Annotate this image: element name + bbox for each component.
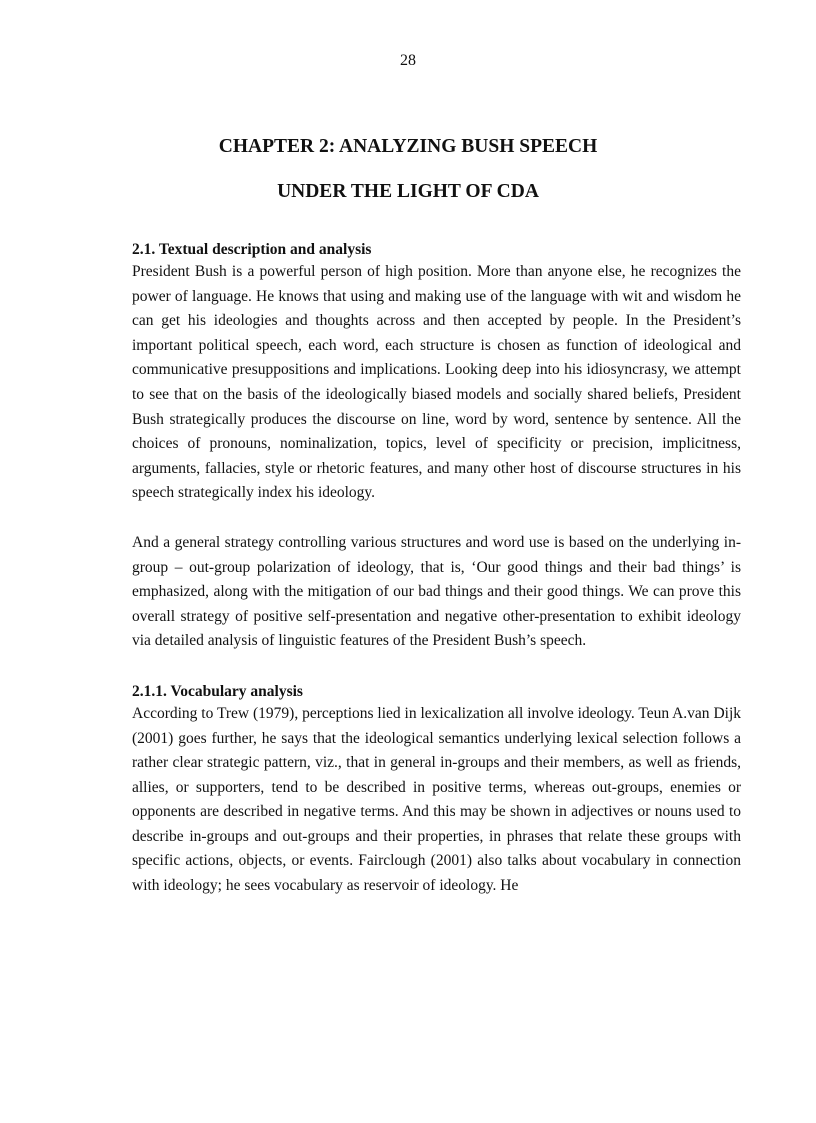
body-content xyxy=(132,240,741,899)
page-number: 28 xyxy=(400,52,416,69)
section-2-1-1-paragraph-1: According to Trew (1979), perceptions lied in lexicalization all involve ideology. Teun A.van Dijk (2001) goes further, he says that the ideological semantics underlying lexical selection follows a rather clear strategic pattern, viz., that in general in-groups and their members, as well as friends, allies, or supporters, tend to be described in positive terms, whereas out-groups, enemies or opponents are described in negative terms. And this may be shown in adjectives or nouns used to describe in-groups and out-groups and their properties, in phrases that relate these groups with specific actions, objects, or events. Fairclough (2001) also talks about vocabulary in connection with ideology; he sees vocabulary as reservoir of ideology. He xyxy=(132,704,741,895)
section-2-1-paragraph-2: And a general strategy controlling various structures and word use is based on the underlying in-group – out-group polarization of ideology, that is, ‘Our good things and their bad things’ is emphasized, along with the mitigation of our bad things and their good things. We can prove this overall strategy of positive self-presentation and negative other-presentation to exhibit ideology via detailed analysis of linguistic features of the President Bush’s speech. xyxy=(132,533,741,650)
section-heading-2-1-1: 2.1.1. Vocabulary analysis xyxy=(132,682,303,700)
chapter-title xyxy=(80,124,736,214)
section-2-1-paragraph-1: President Bush is a powerful person of high position. More than anyone else, he recognizes the power of language. He knows that using and making use of the language with wit and wisdom he can get his ideologies and thoughts across and then accepted by people. In the President’s important political speech, each word, each structure is chosen as function of ideological and communicative presuppositions and implications. Looking deep into his idiosyncrasy, we attempt to see that on the basis of the ideologically biased models and socially shared beliefs, President Bush strategically produces the discourse on line, word by word, sentence by sentence. All the choices of pronouns, nominalization, topics, level of specificity or precision, implicitness, arguments, fallacies, style or rhetoric features, and many other host of discourse structures in his speech strategically index his ideology. xyxy=(132,263,741,502)
section-heading-2-1: 2.1. Textual description and analysis xyxy=(132,241,372,258)
chapter-title-line-1: CHAPTER 2: ANALYZING BUSH SPEECH xyxy=(218,136,598,157)
chapter-title-line-2: UNDER THE LIGHT OF CDA xyxy=(277,181,539,202)
